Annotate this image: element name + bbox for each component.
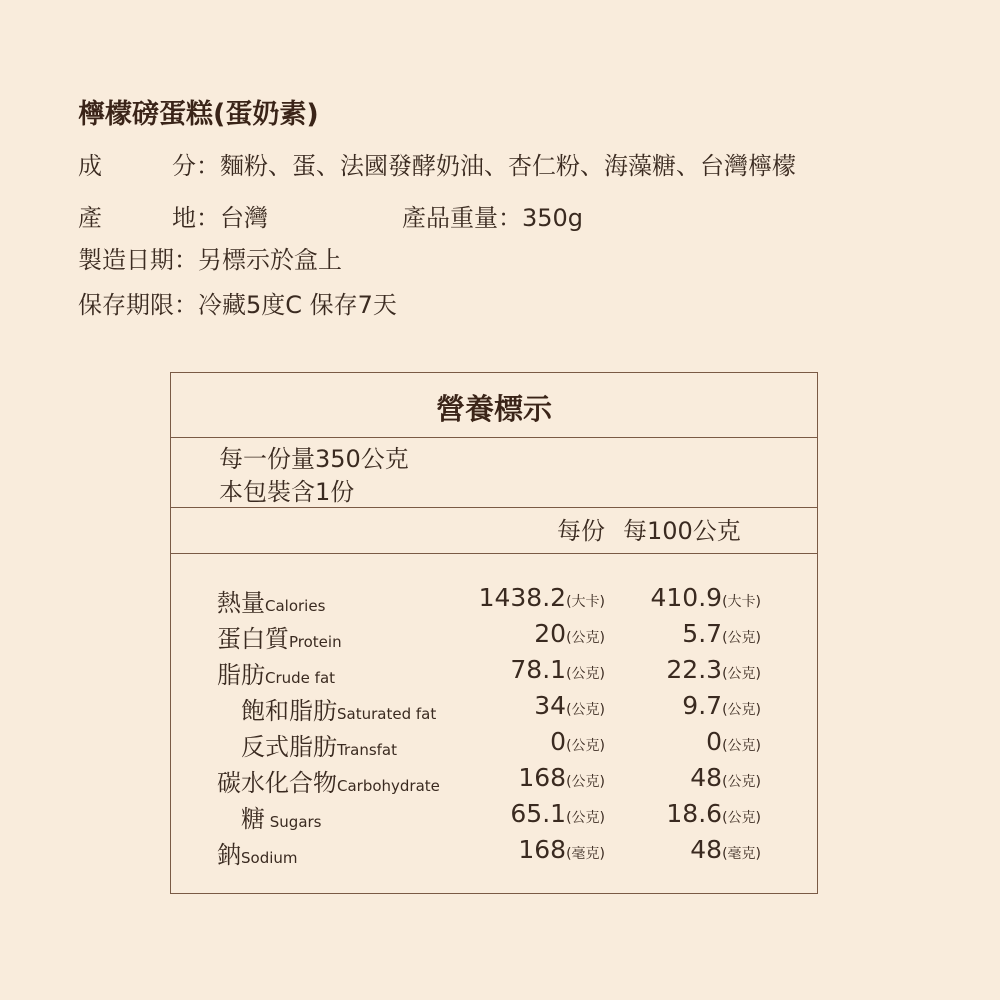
origin-label: 產	[78, 204, 102, 232]
value-number: 34	[534, 691, 567, 720]
nutrient-name	[217, 763, 440, 798]
nutrient-name-zh: 反式脂肪	[241, 733, 337, 761]
value-number: 9.7	[682, 691, 723, 720]
value-per-100g	[666, 799, 761, 828]
value-per-serving	[550, 727, 605, 756]
value-unit: (公克)	[722, 774, 761, 790]
origin-value: 台灣	[220, 204, 268, 232]
nutrient-name-en: Crude fat	[265, 669, 336, 687]
value-number: 48	[690, 835, 723, 864]
nutrient-name-en: Sugars	[265, 813, 322, 831]
value-per-100g	[690, 763, 761, 792]
ingredients-value: 麵粉、蛋、法國發酵奶油、杏仁粉、海藻糖、台灣檸檬	[220, 152, 796, 180]
storage-value: 冷藏5度C 保存7天	[198, 291, 397, 319]
nutrient-name	[217, 583, 325, 618]
divider	[171, 437, 817, 438]
value-number: 168	[518, 835, 567, 864]
col-header-per-serving: 每份	[557, 517, 605, 545]
value-unit: (公克)	[566, 810, 605, 826]
nutrient-name-zh: 蛋白質	[217, 625, 289, 653]
product-title: 檸檬磅蛋糕(蛋奶素)	[78, 99, 319, 130]
value-unit: (公克)	[566, 774, 605, 790]
value-per-serving	[479, 583, 605, 612]
value-per-serving	[534, 619, 605, 648]
nutrient-row	[171, 619, 817, 653]
nutrient-name-zh: 鈉	[217, 841, 241, 869]
value-unit: (大卡)	[722, 594, 761, 610]
value-per-100g	[682, 691, 761, 720]
value-unit: (公克)	[722, 702, 761, 718]
value-number: 22.3	[666, 655, 723, 684]
nutrient-row	[171, 835, 817, 869]
value-number: 65.1	[510, 799, 567, 828]
value-unit: (公克)	[722, 666, 761, 682]
value-number: 78.1	[510, 655, 567, 684]
ingredients-label: 成	[78, 152, 102, 180]
weight-value: 350g	[522, 204, 584, 232]
value-per-100g	[690, 835, 761, 864]
value-unit: (毫克)	[566, 846, 605, 862]
nutrient-name-zh: 碳水化合物	[217, 769, 337, 797]
weight-field	[402, 198, 583, 233]
nutrient-name-en: Protein	[289, 633, 342, 651]
nutrient-row	[171, 691, 817, 725]
nutrition-panel	[170, 372, 818, 894]
nutrition-title: 營養標示	[435, 392, 552, 426]
value-unit: (公克)	[722, 810, 761, 826]
value-per-serving	[518, 835, 605, 864]
value-per-100g	[706, 727, 761, 756]
nutrient-row	[171, 799, 817, 833]
value-per-serving	[518, 763, 605, 792]
nutrient-row	[171, 727, 817, 761]
nutrient-name-en: Transfat	[337, 741, 397, 759]
storage-label: 保存期限：	[78, 291, 198, 319]
divider	[171, 553, 817, 554]
nutrient-name-zh: 飽和脂肪	[241, 697, 337, 725]
value-number: 168	[518, 763, 567, 792]
origin-label-tail: 地：	[172, 204, 220, 232]
value-per-100g	[682, 619, 761, 648]
value-unit: (公克)	[566, 738, 605, 754]
value-number: 0	[706, 727, 723, 756]
nutrient-row	[171, 583, 817, 617]
divider	[171, 507, 817, 508]
nutrient-row	[171, 763, 817, 797]
origin-row	[78, 198, 268, 233]
value-number: 48	[690, 763, 723, 792]
storage-row	[78, 285, 397, 320]
value-per-serving	[534, 691, 605, 720]
nutrient-name-en: Carbohydrate	[337, 777, 440, 795]
nutrient-name-en: Calories	[265, 597, 326, 615]
value-unit: (公克)	[566, 630, 605, 646]
value-number: 5.7	[682, 619, 723, 648]
value-per-100g	[666, 655, 761, 684]
col-header-per-100g: 每100公克	[623, 517, 741, 545]
value-per-100g	[650, 583, 761, 612]
nutrient-name	[217, 655, 335, 690]
nutrient-name	[217, 835, 298, 870]
nutrient-name-en: Sodium	[241, 849, 298, 867]
nutrient-name	[241, 691, 436, 726]
weight-label: 產品重量：	[402, 204, 522, 232]
value-unit: (公克)	[566, 666, 605, 682]
mfg-date-label: 製造日期：	[78, 246, 198, 274]
ingredients-row	[78, 146, 796, 181]
value-unit: (公克)	[722, 630, 761, 646]
nutrient-name	[241, 799, 322, 834]
nutrient-name-zh: 糖	[241, 805, 265, 833]
ingredients-label-tail: 分：	[172, 152, 220, 180]
mfg-date-row	[78, 240, 342, 275]
value-unit: (毫克)	[722, 846, 761, 862]
value-number: 0	[550, 727, 567, 756]
nutrient-name-zh: 熱量	[217, 589, 265, 617]
mfg-date-value: 另標示於盒上	[198, 246, 342, 274]
value-unit: (公克)	[722, 738, 761, 754]
nutrient-name	[241, 727, 397, 762]
serving-size: 每一份量350公克	[219, 445, 409, 473]
nutrient-name-zh: 脂肪	[217, 661, 265, 689]
value-unit: (大卡)	[566, 594, 605, 610]
value-number: 410.9	[650, 583, 723, 612]
value-number: 1438.2	[478, 583, 567, 612]
nutrient-row	[171, 655, 817, 689]
value-per-serving	[510, 655, 605, 684]
nutrient-name	[217, 619, 342, 654]
value-per-serving	[510, 799, 605, 828]
value-unit: (公克)	[566, 702, 605, 718]
value-number: 20	[534, 619, 567, 648]
servings-per-pack: 本包裝含1份	[219, 478, 355, 506]
nutrient-name-en: Saturated fat	[337, 705, 437, 723]
value-number: 18.6	[666, 799, 723, 828]
